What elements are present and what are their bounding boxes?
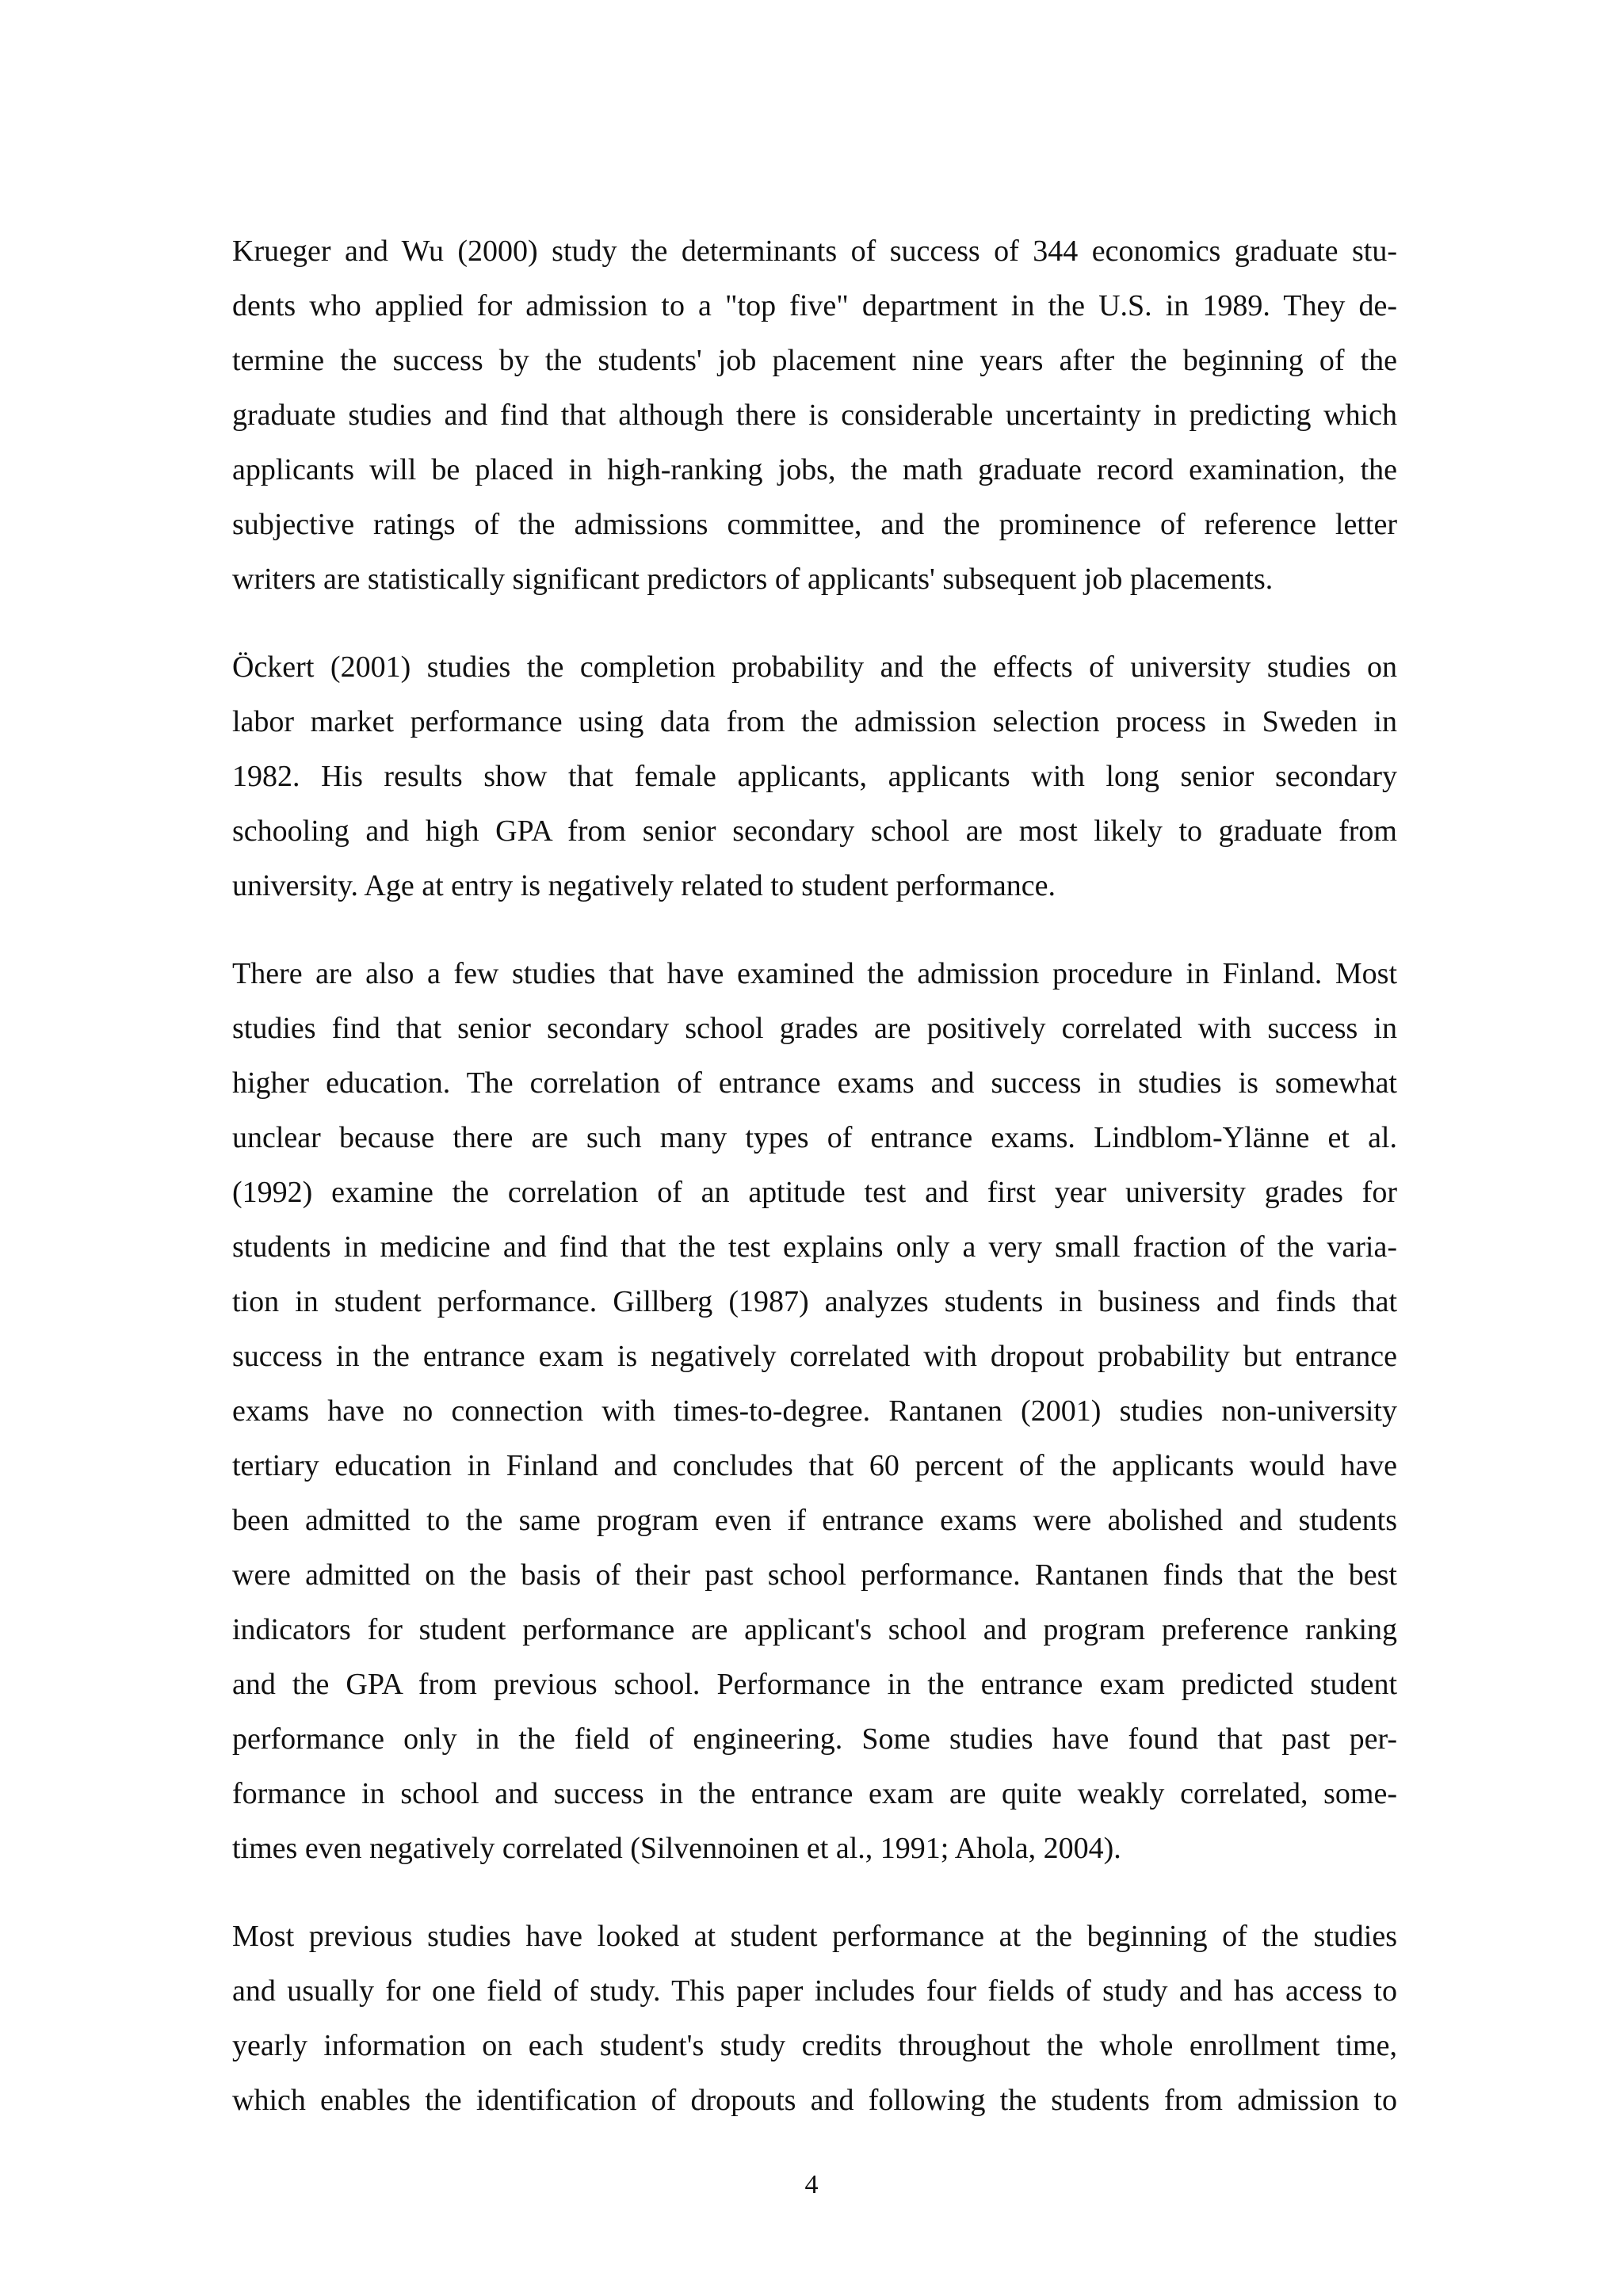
- text-line: and usually for one field of study. This paper includes four fields of study and has access to: [232, 1974, 1397, 2008]
- text-line: dents who applied for admission to a "top five" department in the U.S. in 1989. They de-: [232, 289, 1397, 322]
- text-line: university. Age at entry is negatively related to student performance.: [232, 869, 1056, 902]
- text-line: higher education. The correlation of entrance exams and success in studies is somewhat: [232, 1066, 1397, 1100]
- text-line: (1992) examine the correlation of an aptitude test and first year university grades for: [232, 1176, 1397, 1209]
- text-line: 1982. His results show that female applicants, applicants with long senior secondary: [232, 760, 1397, 793]
- text-line: which enables the identification of dropouts and following the students from admission to: [232, 2084, 1397, 2117]
- text-line: success in the entrance exam is negatively correlated with dropout probability but entrance: [232, 1340, 1397, 1373]
- text-line: Krueger and Wu (2000) study the determinants of success of 344 economics graduate stu-: [232, 235, 1397, 268]
- text-line: indicators for student performance are applicant's school and program preference ranking: [232, 1613, 1397, 1646]
- text-line: and the GPA from previous school. Performance in the entrance exam predicted student: [232, 1668, 1397, 1701]
- text-line: There are also a few studies that have examined the admission procedure in Finland. Most: [232, 957, 1397, 990]
- text-line: yearly information on each student's study credits throughout the whole enrollment time,: [232, 2029, 1397, 2062]
- paragraph-ockert: [232, 640, 1397, 913]
- text-line: unclear because there are such many types of entrance exams. Lindblom-Ylänne et al.: [232, 1121, 1397, 1154]
- text-line: performance only in the field of engineering. Some studies have found that past per-: [232, 1722, 1397, 1756]
- text-line: labor market performance using data from the admission selection process in Sweden in: [232, 705, 1397, 738]
- text-line: tion in student performance. Gillberg (1987) analyzes students in business and finds that: [232, 1285, 1397, 1318]
- text-line: subjective ratings of the admissions committee, and the prominence of reference letter: [232, 508, 1397, 541]
- text-line: Öckert (2001) studies the completion probability and the effects of university studies on: [232, 650, 1397, 684]
- text-line: exams have no connection with times-to-degree. Rantanen (2001) studies non-university: [232, 1394, 1397, 1428]
- page-number: 4: [804, 2170, 819, 2199]
- text-line: times even negatively correlated (Silvennoinen et al., 1991; Ahola, 2004).: [232, 1832, 1121, 1865]
- text-line: Most previous studies have looked at student performance at the beginning of the studies: [232, 1920, 1397, 1953]
- text-line: writers are statistically significant predictors of applicants' subsequent job placements.: [232, 563, 1274, 596]
- text-line: tertiary education in Finland and concludes that 60 percent of the applicants would have: [232, 1449, 1397, 1482]
- text-line: studies find that senior secondary school grades are positively correlated with success in: [232, 1012, 1397, 1045]
- text-line: been admitted to the same program even if entrance exams were abolished and students: [232, 1504, 1397, 1537]
- text-line: termine the success by the students' job placement nine years after the beginning of the: [232, 344, 1397, 377]
- paragraph-finland-studies: [232, 947, 1397, 1876]
- text-line: applicants will be placed in high-ranking jobs, the math graduate record examination, the: [232, 453, 1397, 486]
- text-line: were admitted on the basis of their past school performance. Rantanen finds that the best: [232, 1558, 1397, 1592]
- paragraph-krueger-wu: [232, 224, 1397, 607]
- paragraph-previous-studies: [232, 1909, 1397, 2128]
- text-line: graduate studies and find that although there is considerable uncertainty in predicting which: [232, 399, 1397, 432]
- text-line: formance in school and success in the entrance exam are quite weakly correlated, some-: [232, 1777, 1397, 1810]
- text-line: schooling and high GPA from senior secondary school are most likely to graduate from: [232, 814, 1397, 848]
- text-line: students in medicine and find that the test explains only a very small fraction of the varia-: [232, 1230, 1397, 1264]
- body-text: [232, 224, 1397, 2161]
